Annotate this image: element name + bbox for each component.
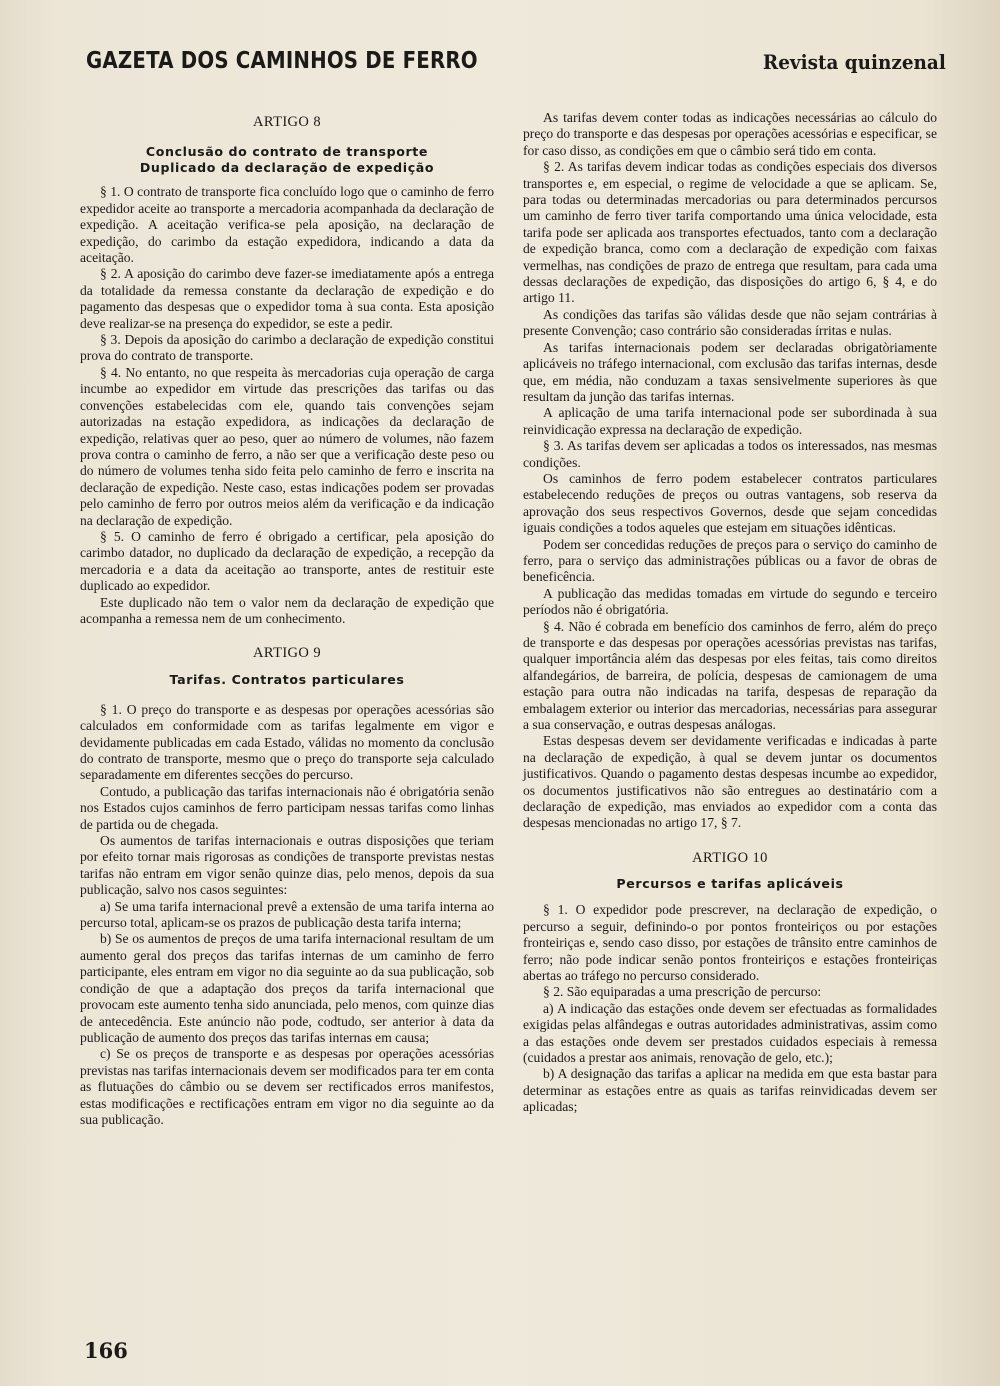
paragraph: As condições das tarifas são válidas desde que não sejam contrárias à presente Convenção; caso contrário são consideradas írritas e nulas. <box>523 306 937 339</box>
paragraph: A publicação das medidas tomadas em virtude do segundo e terceiro períodos não é obrigatória. <box>523 585 937 618</box>
paragraph: § 4. Não é cobrada em benefício dos caminhos de ferro, além do preço de transporte e das despesas por operações acessórias previstas nas tarifas, qualquer importância além das despesas por eles feitas, tais como direitos alfandegários, de barreira, de polícia, despesas de camionagem de uma estação para outra não indicadas na tarifa, despesas de reparação da embalagem exterior ou interior das mercadorias, necessárias para assegurar a sua conservação, e outras despesas análogas. <box>523 618 937 733</box>
paragraph: Contudo, a publicação das tarifas internacionais não é obrigatória senão nos Estados cujos caminhos de ferro participam nessas tarifas como linhas de partida ou de chegada. <box>80 783 494 832</box>
paragraph: Este duplicado não tem o valor nem da declaração de expedição que acompanha a remessa nem de um conhecimento. <box>80 594 494 626</box>
paragraph: § 1. O preço do transporte e as despesas por operações acessórias são calculados em conformidade com as tarifas legalmente em vigor e devidamente publicadas em cada Estado, válidas no momento da conclusão do contrato de transporte, mesmo que o preço do transporte seja calculado separadamente em diferentes secções do percurso. <box>80 701 494 783</box>
paragraph: As tarifas internacionais podem ser declaradas obrigatòriamente aplicáveis no tráfego internacional, com exclusão das tarifas internas, desde que, em média, não conduzam a taxas sensivelmente superiores às que resultam da junção das tarifas internas. <box>523 339 937 404</box>
page-number: 166 <box>84 1338 128 1363</box>
article-10-title: ARTIGO 10 <box>692 849 768 866</box>
paragraph: § 2. A aposição do carimbo deve fazer-se imediatamente após a entrega da totalidade da remessa constante da declaração de expedição e do pagamento das despesas que o expedidor toma à sua conta. Esta aposição deve realizar-se na presença do expedidor, se este a pedir. <box>80 266 494 331</box>
right-column <box>523 110 937 1116</box>
paragraph: Estas despesas devem ser devidamente verificadas e indicadas à parte na declaração de expedição, à qual se devem juntar os documentos justificativos. Quando o pagamento destas despesas incumbe ao expedidor, os documentos justificativos não são entregues ao destinatário com a declaração de expedição, mas enviados ao expedidor com a conta das despesas mencionadas no artigo 17, § 7. <box>523 733 937 831</box>
paragraph: § 5. O caminho de ferro é obrigado a certificar, pela aposição do carimbo datador, no duplicado da declaração de expedição, a recepção da mercadoria e a data da aceitação ao transporte, antes de restituir este duplicado ao expedidor. <box>80 528 494 594</box>
article-8-heading-1: Conclusão do contrato de transporte <box>145 144 429 160</box>
paragraph: b) Se os aumentos de preços de uma tarifa internacional resultam de um aumento geral dos preços das tarifas internas de um caminho de ferro participante, eles entram em vigor no dia seguinte ao da sua publicação, sob condição de que a adaptação dos preços da tarifa internacional que provocam este aumento tenha sido anunciada, pelo menos, com quinze dias de antecedência. Este anúncio não pode, codtudo, ser anterior à data da publicação de aumento dos preços das tarifas internas em causa; <box>80 931 494 1045</box>
paragraph: § 1. O expedidor pode prescrever, na declaração de expedição, o percurso a seguir, definindo-o por pontos fronteiriços ou por estações fronteiriças e, sendo caso disso, por estações de trânsito entre caminhos de ferro; não pode indicar senão pontos fronteiriços e estações fronteiriças abertas ao tráfego no percurso considerado. <box>523 902 937 983</box>
paragraph: Os aumentos de tarifas internacionais e outras disposições que teriam por efeito tornar mais rigorosas as condições de transporte previstas nestas tarifas não entram em vigor senão quinze dias, pelo menos, depois da sua publicação, salvo nos casos seguintes: <box>80 833 494 898</box>
paragraph: Os caminhos de ferro podem estabelecer contratos particulares estabelecendo reduções de preços ou outras vantagens, sob reserva da aprovação dos seus respectivos Governos, desde que sejam concedidas iguais condições a todos aqueles que estejam em situações idênticas. <box>523 470 937 536</box>
left-column <box>80 110 494 1128</box>
journal-title: GAZETA DOS CAMINHOS DE FERRO <box>86 48 478 74</box>
paragraph: As tarifas devem conter todas as indicações necessárias ao cálculo do preço do transporte e das despesas por operações acessórias e especificar, se for caso disso, as condições em que o câmbio será tido em conta. <box>523 110 937 158</box>
paragraph: § 3. Depois da aposição do carimbo a declaração de expedição constitui prova do contrato de transporte. <box>80 332 494 364</box>
page-header <box>86 44 946 78</box>
paragraph: A aplicação de uma tarifa internacional pode ser subordinada à sua reinvidicação expressa na declaração de expedição. <box>523 405 937 437</box>
paragraph: b) A designação das tarifas a aplicar na medida em que esta bastar para determinar as estações entre as quais as tarifas reinvidicadas devem ser aplicadas; <box>523 1066 937 1115</box>
paragraph: § 4. No entanto, no que respeita às mercadorias cuja operação de carga incumbe ao expedidor em virtude das prescrições das tarifas ou das convenções estabelecidas com ele, quando tais convenções sejam autorizadas na estação expedidora, as indicações da declaração de expedição, relativas quer ao peso, quer ao número de volumes, não fazem prova contra o caminho de ferro, a não ser que a verificação deste peso ou do número de volumes tenha sido feita pelo caminho de ferro e inscrita na declaração de expedição. Neste caso, estas indicações podem ser provadas pelo caminho de ferro por outros meios além da verificação e da indicação na declaração de expedição. <box>80 364 494 528</box>
paragraph: a) Se uma tarifa internacional prevê a extensão de uma tarifa interna ao percurso total, aplicam-se os prazos de publicação desta tarifa interna; <box>80 898 494 931</box>
article-9-heading: Tarifas. Contratos particulares <box>169 671 405 687</box>
article-10-heading: Percursos e tarifas aplicáveis <box>616 876 844 892</box>
paragraph: § 3. As tarifas devem ser aplicadas a todos os interessados, nas mesmas condições. <box>523 438 937 470</box>
article-8-title: ARTIGO 8 <box>253 114 321 130</box>
paragraph: Podem ser concedidas reduções de preços para o serviço do caminho de ferro, para o serviço das administrações públicas ou a favor de obras de beneficência. <box>523 536 937 585</box>
paragraph: § 2. As tarifas devem indicar todas as condições especiais dos diversos transportes e, em especial, o regime de velocidade a que se aplicam. Se, para todas ou determinadas mercadorias ou para determinados percursos um caminho de ferro tiver tarifa comportando uma única velocidade, esta tarifa pode ser aplicada aos transportes efectuados, tanto com a declaração de expedição branca, como com a declaração de expedição com faixas vermelhas, nas condições de prazo de entrega que resultam, para cada uma dessas declarações de expedição, das disposições do artigo 6, § 4, e do artigo 11. <box>523 159 937 306</box>
journal-subtitle: Revista quinzenal <box>763 50 946 74</box>
paragraph: § 1. O contrato de transporte fica concluído logo que o caminho de ferro expedidor aceite ao transporte a mercadoria acompanhada da declaração de expedição. A aceitação verifica-se pela aposição, na declaração de expedição, do carimbo da estação expedidora, indicando a data da aceitação. <box>80 184 494 266</box>
paragraph: a) A indicação das estações onde devem ser efectuadas as formalidades exigidas pelas alfândegas e outras autoridades administrativas, assim como a das estações onde devem ser prestados cuidados especiais à remessa (cuidados a prestar aos animais, renovação de gelo, etc.); <box>523 1000 937 1065</box>
paragraph: c) Se os preços de transporte e as despesas por operações acessórias previstas nas tarifas internacionais devem ser modificados para ter em conta as flutuações do câmbio ou se devem ser rectificados erros manifestos, estas modificações e rectificações entram em vigor no dia seguinte ao da sua publicação. <box>80 1046 494 1127</box>
article-8-heading-2: Duplicado da declaração de expedição <box>139 160 435 176</box>
paragraph: § 2. São equiparadas a uma prescrição de percurso: <box>543 984 822 1000</box>
article-9-title: ARTIGO 9 <box>253 645 321 662</box>
